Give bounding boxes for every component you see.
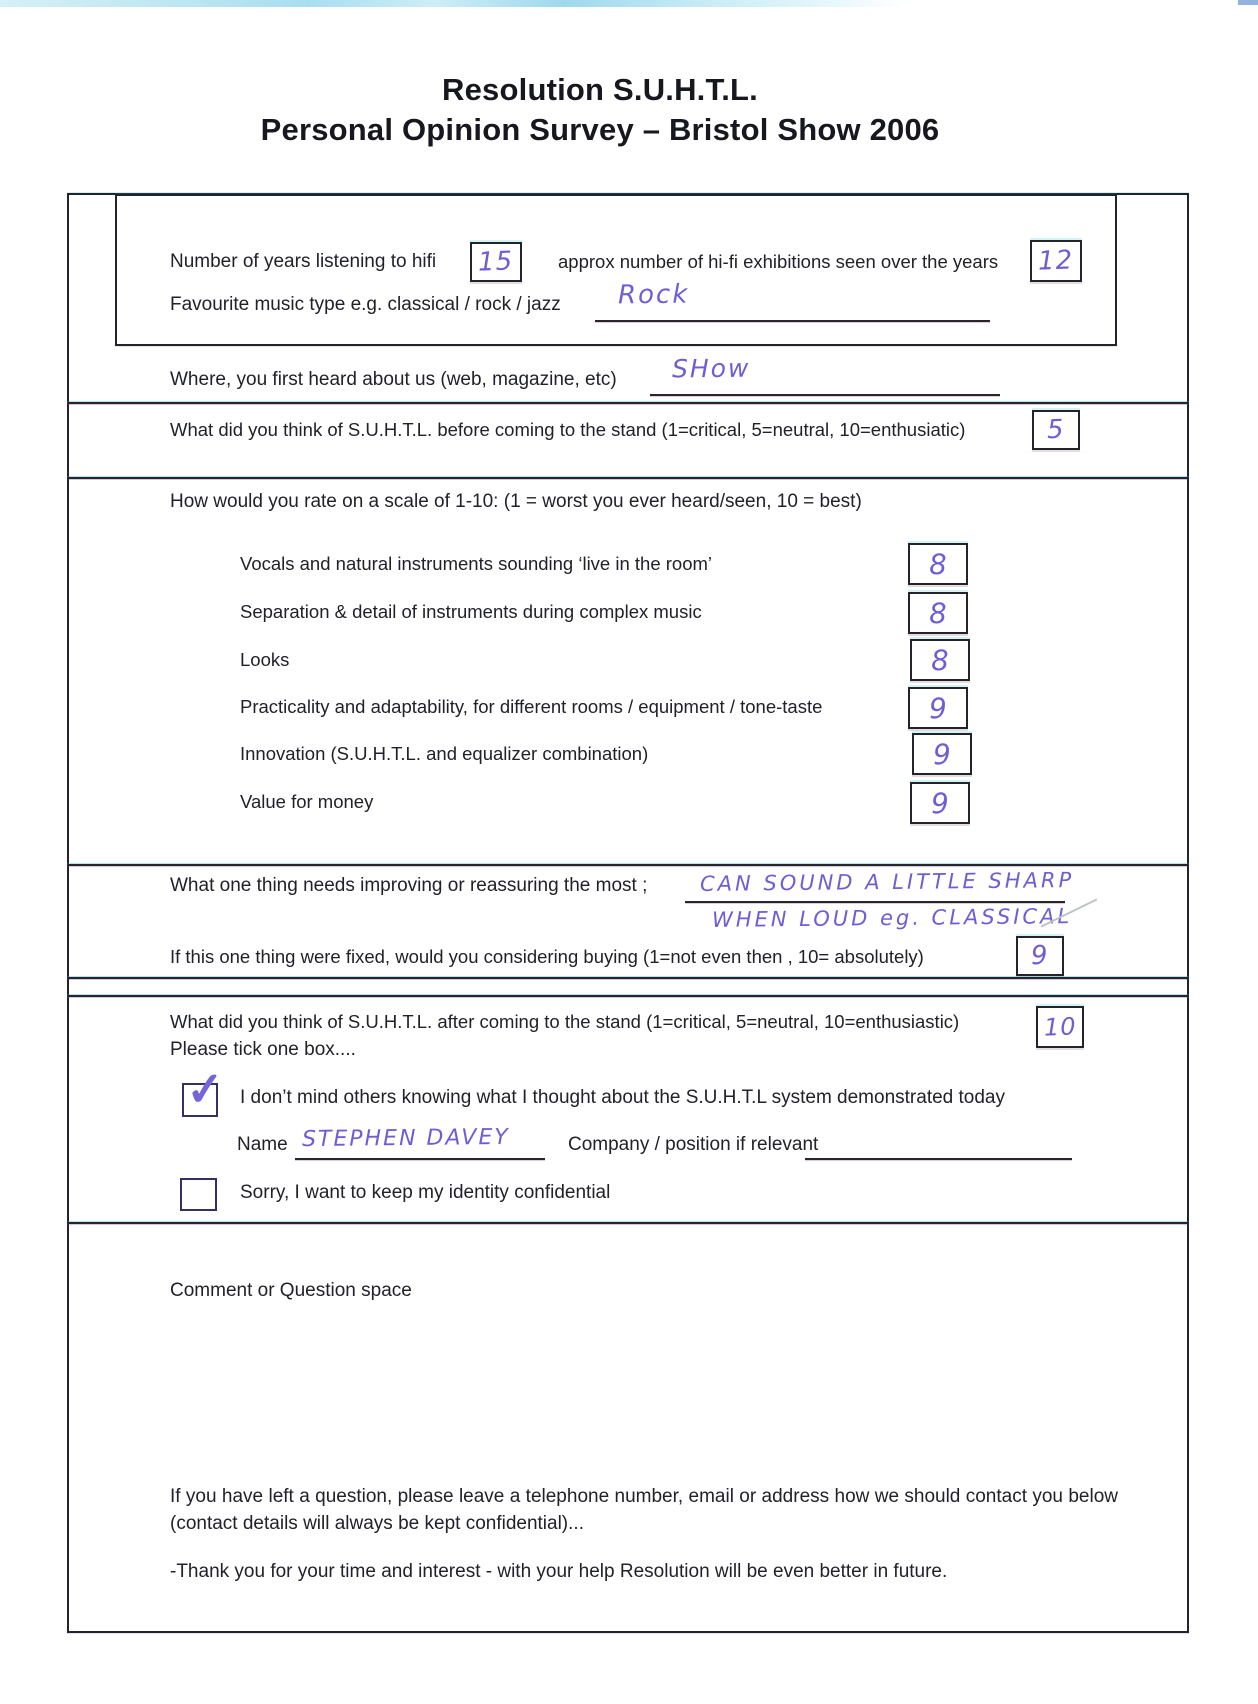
years-listening-field[interactable] — [470, 242, 522, 282]
after-stand-label: What did you think of S.U.H.T.L. after coming to the stand (1=critical, 5=neutral, 10=enthusiastic) — [170, 1011, 960, 1032]
after-stand-value: 10 — [1043, 1012, 1077, 1042]
rating-label-value-for-money: Value for money — [240, 791, 374, 812]
checkmark: ✓ — [184, 1061, 227, 1117]
would-buy-value: 9 — [1030, 940, 1050, 972]
confidential-label: Sorry, I want to keep my identity confidential — [240, 1182, 611, 1203]
improve-label: What one thing needs improving or reassuring the most ; — [170, 875, 648, 896]
rating-field-value-for-money[interactable] — [910, 782, 970, 824]
rating-label-vocals: Vocals and natural instruments sounding ‘live in the room’ — [240, 553, 713, 574]
improve-answer-line1: CAN SOUND A LITTLE SHARP — [699, 868, 1075, 896]
after-stand-field[interactable] — [1036, 1006, 1084, 1048]
exhibitions-label: approx number of hi-fi exhibitions seen over the years — [558, 251, 999, 272]
name-blank[interactable] — [295, 1158, 545, 1160]
years-listening-label: Number of years listening to hifi — [170, 251, 437, 272]
rating-field-separation[interactable] — [908, 592, 968, 634]
public-identity-label: I don’t mind others knowing what I thought about the S.U.H.T.L system demonstrated today — [240, 1087, 1005, 1108]
rating-intro-label: How would you rate on a scale of 1-10: (1 = worst you ever heard/seen, 10 = best) — [170, 491, 862, 512]
rating-value-vocals: 8 — [928, 547, 948, 581]
before-stand-label: What did you think of S.U.H.T.L. before coming to the stand (1=critical, 5=neutral, 10=enthusiatic) — [170, 419, 966, 440]
would-buy-label: If this one thing were fixed, would you considering buying (1=not even then , 10= absolutely) — [170, 946, 924, 967]
before-stand-value: 5 — [1046, 414, 1066, 446]
improve-blank[interactable] — [685, 901, 1065, 903]
company-blank[interactable] — [805, 1158, 1072, 1160]
scan-artifact-strip — [0, 0, 908, 7]
section-divider — [67, 402, 1189, 404]
rating-label-innovation: Innovation (S.U.H.T.L. and equalizer combination) — [240, 743, 649, 764]
years-listening-value: 15 — [477, 246, 515, 278]
section-divider — [67, 1222, 1189, 1224]
favourite-music-label: Favourite music type e.g. classical / rock / jazz — [170, 294, 561, 315]
comment-space-label: Comment or Question space — [170, 1280, 412, 1301]
before-stand-field[interactable] — [1032, 410, 1080, 450]
rating-field-vocals[interactable] — [908, 543, 968, 585]
company-label: Company / position if relevant — [568, 1134, 819, 1155]
favourite-music-blank[interactable] — [595, 320, 990, 322]
where-heard-label: Where, you first heard about us (web, magazine, etc) — [170, 369, 617, 390]
rating-label-separation: Separation & detail of instruments during complex music — [240, 601, 702, 622]
rating-value-separation: 8 — [928, 596, 948, 630]
contact-note: If you have left a question, please leave a telephone number, email or address how we should contact you below (contact details will always be kept confidential)... — [170, 1486, 1118, 1534]
tick-instruction-label: Please tick one box.... — [170, 1039, 356, 1060]
rating-label-looks: Looks — [240, 649, 290, 670]
form-title-line2: Personal Opinion Survey – Bristol Show 2006 — [260, 112, 940, 147]
comment-space-area[interactable] — [170, 1305, 1115, 1465]
rating-field-looks[interactable] — [910, 639, 970, 681]
section-divider — [67, 864, 1189, 866]
section-divider — [67, 995, 1189, 997]
improve-answer-line2: WHEN LOUD eg. CLASSICAL — [711, 904, 1073, 932]
would-buy-field[interactable] — [1016, 936, 1064, 976]
scan-artifact-corner — [1238, 0, 1258, 5]
name-label: Name — [237, 1134, 288, 1155]
rating-value-looks: 8 — [930, 643, 950, 677]
name-value: STEPHEN DAVEY — [301, 1124, 510, 1153]
rating-value-value-for-money: 9 — [930, 786, 950, 820]
rating-field-practicality[interactable] — [908, 687, 968, 729]
section-divider — [67, 977, 1189, 979]
exhibitions-value: 12 — [1037, 245, 1075, 277]
rating-value-innovation: 9 — [932, 737, 952, 771]
rating-value-practicality: 9 — [928, 691, 948, 725]
where-heard-blank[interactable] — [650, 394, 1000, 396]
where-heard-value: SHow — [671, 353, 751, 384]
rating-field-innovation[interactable] — [912, 733, 972, 775]
favourite-music-value: Rock — [617, 279, 690, 311]
confidential-checkbox[interactable] — [180, 1178, 217, 1211]
section-divider — [67, 477, 1189, 479]
form-title-line1: Resolution S.U.H.T.L. — [442, 72, 758, 107]
exhibitions-field[interactable] — [1030, 240, 1082, 282]
rating-label-practicality: Practicality and adaptability, for different rooms / equipment / tone-taste — [240, 696, 823, 717]
thanks-note: -Thank you for your time and interest - with your help Resolution will be even better in future. — [170, 1561, 948, 1582]
